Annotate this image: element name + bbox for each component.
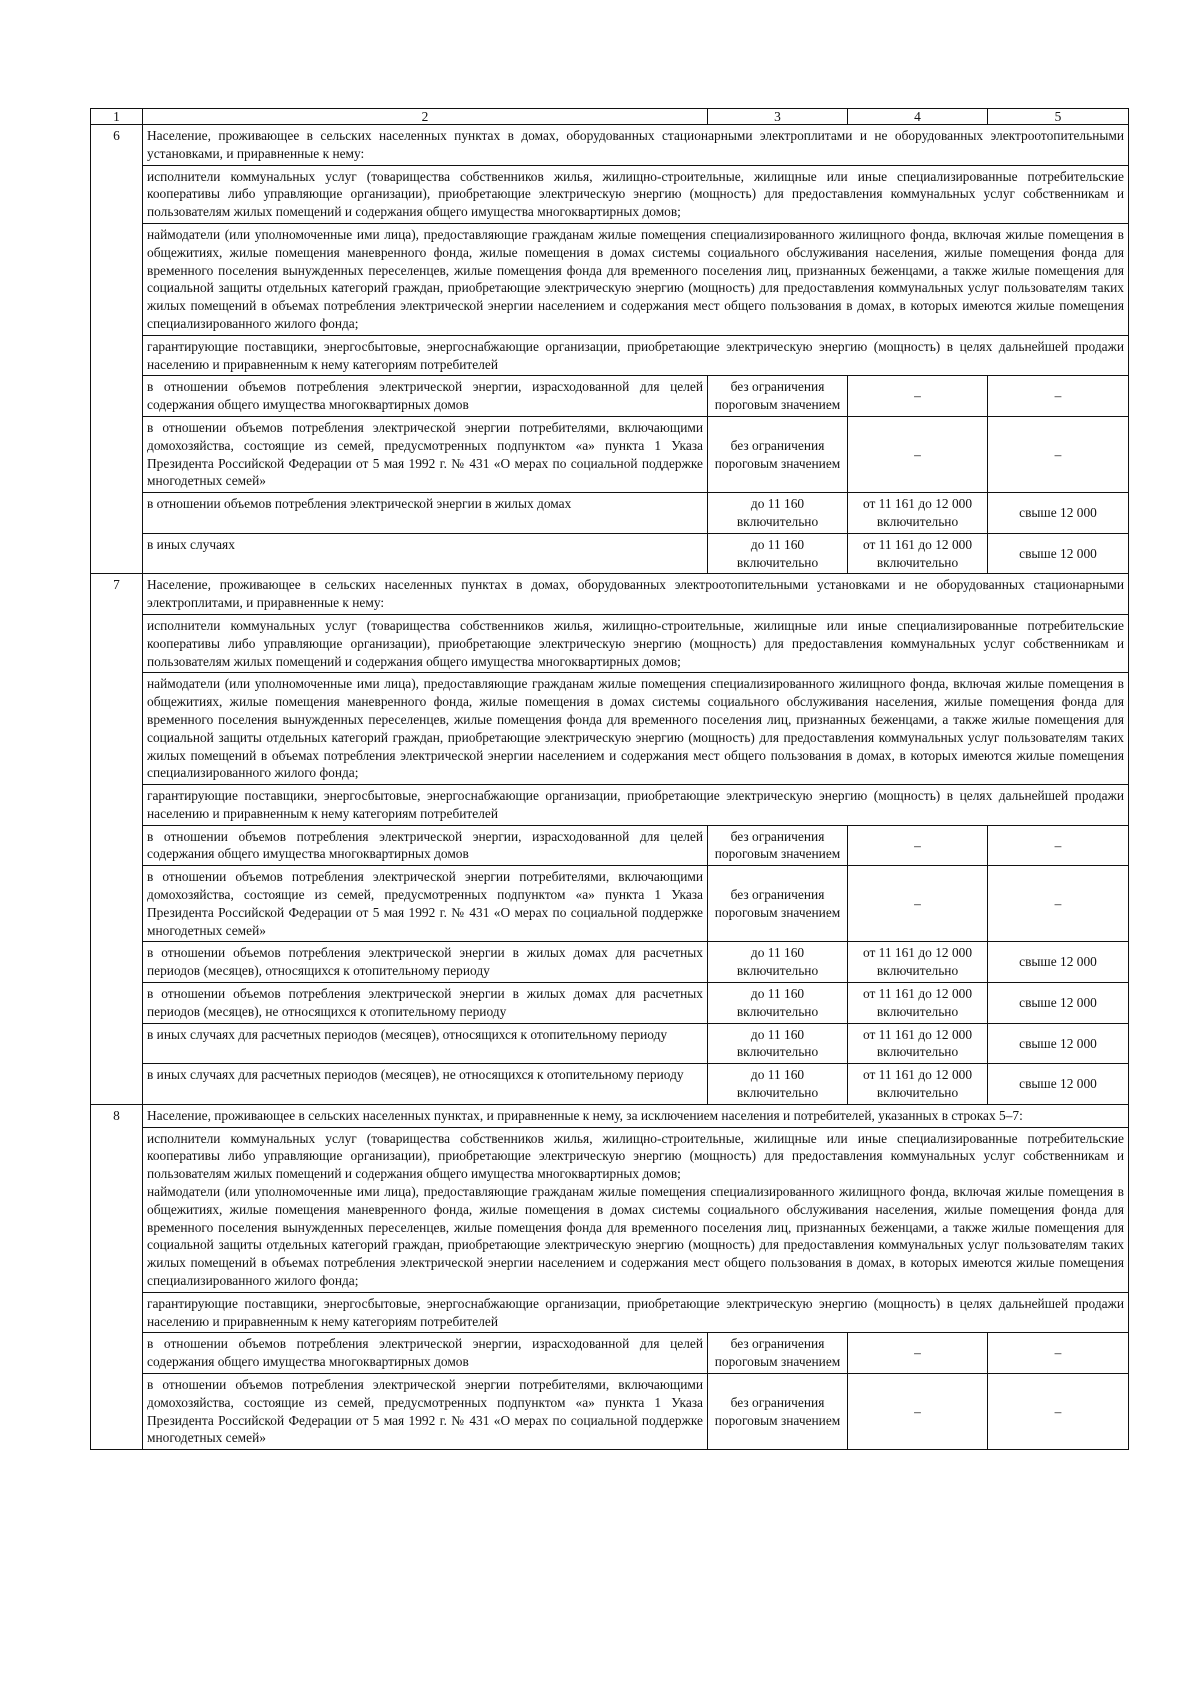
tariff-condition: в иных случаях для расчетных периодов (месяцев), не относящихся к отопительному периоду xyxy=(143,1064,708,1105)
volume-range-3: свыше 12 000 xyxy=(988,493,1129,534)
description-paragraph: гарантирующие поставщики, энергосбытовые, энергоснабжающие организации, приобретающие электрическую энергию (мощность) в целях дальнейшей продажи населению и приравненным к нему категориям потребителей xyxy=(143,1292,1128,1333)
tariff-condition: в отношении объемов потребления электрической энергии, израсходованной для целей содержания общего имущества многоквартирных домов xyxy=(143,1333,708,1374)
tariff-condition: в отношении объемов потребления электрической энергии потребителями, включающими домохозяйства, состоящие из семей, предусмотренных подпунктом «а» пункта 1 Указа Президента Российской Федерации от 5 мая 1992 г. № 431 «О мерах по социальной поддержке многодетных семей» xyxy=(143,866,708,942)
tariff-condition: в отношении объемов потребления электрической энергии потребителями, включающими домохозяйства, состоящие из семей, предусмотренных подпунктом «а» пункта 1 Указа Президента Российской Федерации от 5 мая 1992 г. № 431 «О мерах по социальной поддержке многодетных семей» xyxy=(143,1374,708,1450)
volume-range-3: – xyxy=(988,416,1129,492)
tariff-row xyxy=(91,866,1129,942)
tariff-row xyxy=(91,1374,1129,1450)
tariff-row xyxy=(91,533,1129,574)
volume-range-2: – xyxy=(848,416,988,492)
tariff-condition: в отношении объемов потребления электрической энергии, израсходованной для целей содержания общего имущества многоквартирных домов xyxy=(143,376,708,417)
group-description xyxy=(143,574,1129,825)
tariff-row xyxy=(91,1064,1129,1105)
tariff-row xyxy=(91,416,1129,492)
tariff-row xyxy=(91,942,1129,983)
volume-range-1: до 11 160 включительно xyxy=(708,533,848,574)
volume-range-3: свыше 12 000 xyxy=(988,1023,1129,1064)
volume-range-2: – xyxy=(848,825,988,866)
tariff-row xyxy=(91,1333,1129,1374)
header-col-5: 5 xyxy=(988,109,1129,125)
volume-range-1: без ограничения пороговым значением xyxy=(708,416,848,492)
volume-range-2: – xyxy=(848,1374,988,1450)
volume-range-3: свыше 12 000 xyxy=(988,1064,1129,1105)
volume-range-2: от 11 161 до 12 000 включительно xyxy=(848,533,988,574)
volume-range-2: от 11 161 до 12 000 включительно xyxy=(848,942,988,983)
description-paragraph: гарантирующие поставщики, энергосбытовые, энергоснабжающие организации, приобретающие электрическую энергию (мощность) в целях дальнейшей продажи населению и приравненным к нему категориям потребителей xyxy=(143,335,1128,376)
tariff-condition: в отношении объемов потребления электрической энергии, израсходованной для целей содержания общего имущества многоквартирных домов xyxy=(143,825,708,866)
volume-range-3: свыше 12 000 xyxy=(988,533,1129,574)
group-description xyxy=(143,1104,1129,1333)
volume-range-1: без ограничения пороговым значением xyxy=(708,376,848,417)
row-number: 7 xyxy=(91,574,143,1105)
volume-range-1: без ограничения пороговым значением xyxy=(708,866,848,942)
description-paragraph: исполнители коммунальных услуг (товарищества собственников жилья, жилищно-строительные, жилищные или иные специализированные потребительские кооперативы либо управляющие организации), приобретающие электрическую энергию (мощность) для предоставления коммунальных услуг собственникам и пользователям жилых помещений и содержания общего имущества многоквартирных домов; xyxy=(143,614,1128,672)
row-number: 8 xyxy=(91,1104,143,1449)
volume-range-2: от 11 161 до 12 000 включительно xyxy=(848,493,988,534)
tariff-row xyxy=(91,493,1129,534)
header-col-2: 2 xyxy=(143,109,708,125)
volume-range-2: от 11 161 до 12 000 включительно xyxy=(848,1023,988,1064)
tariff-row xyxy=(91,376,1129,417)
volume-range-1: до 11 160 включительно xyxy=(708,1023,848,1064)
group-row xyxy=(91,125,1129,376)
volume-range-3: – xyxy=(988,1374,1129,1450)
tariff-row xyxy=(91,1023,1129,1064)
tariff-condition: в отношении объемов потребления электрической энергии в жилых домах для расчетных периодов (месяцев), не относящихся к отопительному периоду xyxy=(143,983,708,1024)
volume-range-2: – xyxy=(848,1333,988,1374)
description-paragraph: наймодатели (или уполномоченные ими лица), предоставляющие гражданам жилые помещения специализированного жилищного фонда, включая жилые помещения в общежитиях, жилые помещения маневренного фонда, жилые помещения в домах системы социального обслуживания населения, жилые помещения фонда для временного поселения вынужденных переселенцев, жилые помещения фонда для временного поселения лиц, признанных беженцами, а также жилые помещения для социальной защиты отдельных категорий граждан, приобретающие электрическую энергию (мощность) для предоставления коммунальных услуг пользователям таких жилых помещений в объемах потребления электрической энергии населением и содержания мест общего пользования в домах, в которых имеются жилые помещения специализированного жилого фонда; xyxy=(143,672,1128,784)
header-col-3: 3 xyxy=(708,109,848,125)
volume-range-3: – xyxy=(988,866,1129,942)
description-paragraph: исполнители коммунальных услуг (товарищества собственников жилья, жилищно-строительные, жилищные или иные специализированные потребительские кооперативы либо управляющие организации), приобретающие электрическую энергию (мощность) для предоставления коммунальных услуг собственникам и пользователям жилых помещений и содержания общего имущества многоквартирных домов; xyxy=(143,165,1128,223)
volume-range-3: – xyxy=(988,1333,1129,1374)
volume-range-1: без ограничения пороговым значением xyxy=(708,1333,848,1374)
description-paragraph: гарантирующие поставщики, энергосбытовые, энергоснабжающие организации, приобретающие электрическую энергию (мощность) в целях дальнейшей продажи населению и приравненным к нему категориям потребителей xyxy=(143,784,1128,825)
description-paragraph: исполнители коммунальных услуг (товарищества собственников жилья, жилищно-строительные, жилищные или иные специализированные потребительские кооперативы либо управляющие организации), приобретающие электрическую энергию (мощность) для предоставления коммунальных услуг собственникам и пользователям жилых помещений и содержания общего имущества многоквартирных домов; наймодатели (или уполномоченные ими лица), предоставляющие гражданам жилые помещения специализированного жилищного фонда, включая жилые помещения в общежитиях, жилые помещения маневренного фонда, жилые помещения в домах системы социального обслуживания населения, жилые помещения фонда для временного поселения вынужденных переселенцев, жилые помещения фонда для временного поселения лиц, признанных беженцами, а также жилые помещения для социальной защиты отдельных категорий граждан, приобретающие электрическую энергию (мощность) для предоставления коммунальных услуг пользователям таких жилых помещений в объемах потребления электрической энергии населением и содержания мест общего пользования в домах, в которых имеются жилые помещения специализированного жилого фонда; xyxy=(143,1127,1128,1292)
header-row xyxy=(91,109,1129,125)
volume-range-2: от 11 161 до 12 000 включительно xyxy=(848,983,988,1024)
description-paragraph: наймодатели (или уполномоченные ими лица), предоставляющие гражданам жилые помещения специализированного жилищного фонда, включая жилые помещения в общежитиях, жилые помещения маневренного фонда, жилые помещения в домах системы социального обслуживания населения, жилые помещения фонда для временного поселения вынужденных переселенцев, жилые помещения фонда для временного поселения лиц, признанных беженцами, а также жилые помещения для социальной защиты отдельных категорий граждан, приобретающие электрическую энергию (мощность) для предоставления коммунальных услуг пользователям таких жилых помещений в объемах потребления электрической энергии населением и содержания мест общего пользования в домах, в которых имеются жилые помещения специализированного жилого фонда; xyxy=(143,223,1128,335)
tariff-row xyxy=(91,983,1129,1024)
tariff-condition: в отношении объемов потребления электрической энергии в жилых домах xyxy=(143,493,708,534)
group-description xyxy=(143,125,1129,376)
header-col-1: 1 xyxy=(91,109,143,125)
tariff-condition: в иных случаях xyxy=(143,533,708,574)
volume-range-1: без ограничения пороговым значением xyxy=(708,825,848,866)
volume-range-2: – xyxy=(848,866,988,942)
tariff-condition: в отношении объемов потребления электрической энергии в жилых домах для расчетных периодов (месяцев), относящихся к отопительному периоду xyxy=(143,942,708,983)
group-row xyxy=(91,1104,1129,1333)
tariff-condition: в иных случаях для расчетных периодов (месяцев), относящихся к отопительному периоду xyxy=(143,1023,708,1064)
description-paragraph: Население, проживающее в сельских населенных пунктах, и приравненные к нему, за исключением населения и потребителей, указанных в строках 5–7: xyxy=(147,1107,1023,1123)
volume-range-2: – xyxy=(848,376,988,417)
volume-range-2: от 11 161 до 12 000 включительно xyxy=(848,1064,988,1105)
tariff-table xyxy=(90,108,1129,1450)
volume-range-3: – xyxy=(988,825,1129,866)
description-paragraph: Население, проживающее в сельских населенных пунктах в домах, оборудованных стационарными электроплитами и не оборудованных электроотопительными установками, и приравненные к нему: xyxy=(147,128,1124,161)
tariff-condition: в отношении объемов потребления электрической энергии потребителями, включающими домохозяйства, состоящие из семей, предусмотренных подпунктом «а» пункта 1 Указа Президента Российской Федерации от 5 мая 1992 г. № 431 «О мерах по социальной поддержке многодетных семей» xyxy=(143,416,708,492)
volume-range-3: свыше 12 000 xyxy=(988,942,1129,983)
header-col-4: 4 xyxy=(848,109,988,125)
volume-range-1: до 11 160 включительно xyxy=(708,493,848,534)
description-paragraph: Население, проживающее в сельских населенных пунктах в домах, оборудованных электроотопительными установками и не оборудованных стационарными электроплитами, и приравненные к нему: xyxy=(147,577,1124,611)
volume-range-3: – xyxy=(988,376,1129,417)
tariff-table-body xyxy=(91,109,1129,1450)
volume-range-1: до 11 160 включительно xyxy=(708,983,848,1024)
volume-range-1: до 11 160 включительно xyxy=(708,1064,848,1105)
volume-range-3: свыше 12 000 xyxy=(988,983,1129,1024)
group-row xyxy=(91,574,1129,825)
volume-range-1: до 11 160 включительно xyxy=(708,942,848,983)
row-number: 6 xyxy=(91,125,143,574)
volume-range-1: без ограничения пороговым значением xyxy=(708,1374,848,1450)
tariff-row xyxy=(91,825,1129,866)
